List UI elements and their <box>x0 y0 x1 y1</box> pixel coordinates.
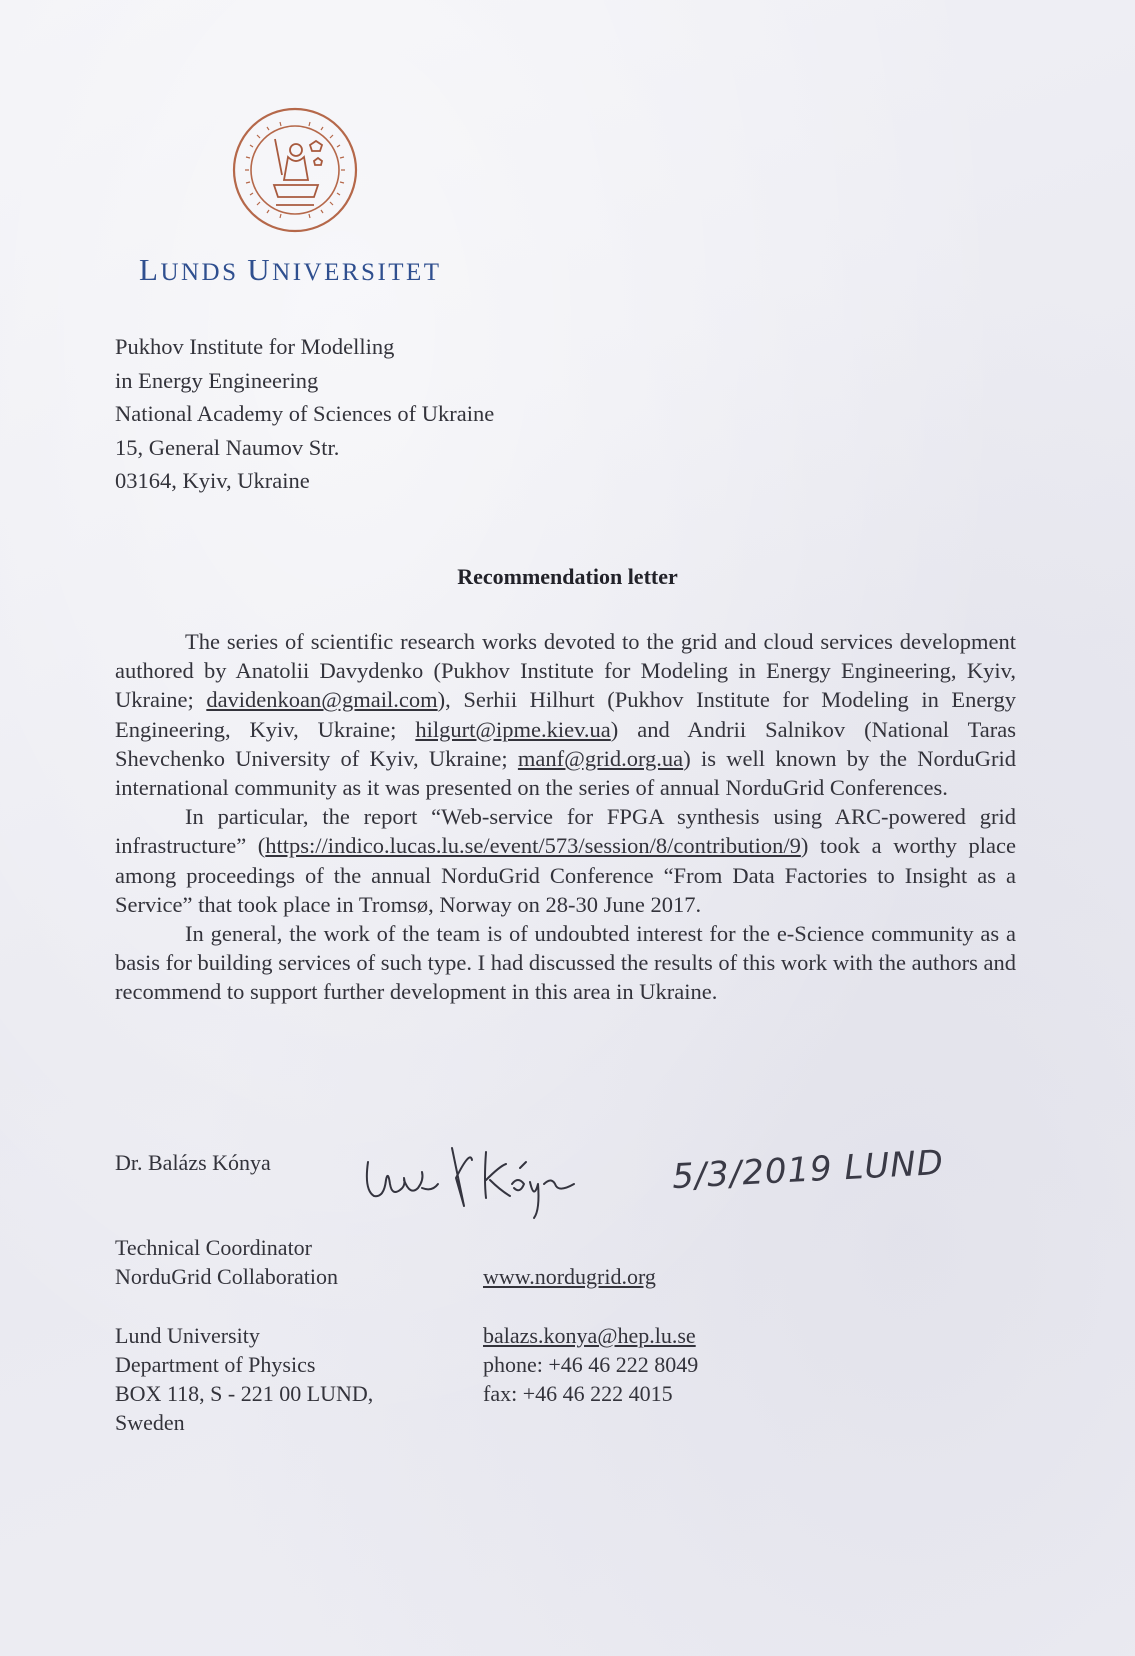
address-line: Lund University <box>115 1323 260 1348</box>
signatory-email-link[interactable]: balazs.konya@hep.lu.se <box>483 1323 696 1348</box>
recipient-line: National Academy of Sciences of Ukraine <box>115 401 495 426</box>
recipient-line: in Energy Engineering <box>115 367 319 393</box>
paragraph-3: In general, the work of the team is of undoubted interest for the e-Science community as a basis for building services of such type. I had discussed the results of this work with the authors and recommend to support further development in this area in Ukraine. <box>115 921 1016 1005</box>
recipient-line: 15, General Naumov Str. <box>115 434 340 460</box>
text-span: ), Serhii Hilhurt (Pukhov Institute for Modeling in Energy Engineering, Kyiv, Ukraine; <box>115 687 1016 742</box>
signatory-role <box>115 1233 338 1291</box>
text-span: In particular, the report “Web-service for FPGA synthesis using ARC-powered grid infrastructure” ( <box>115 804 1016 859</box>
role-line: NorduGrid Collaboration <box>115 1264 339 1289</box>
email-link-hilhurt[interactable]: hilgurt@ipme.kiev.ua <box>415 716 611 742</box>
fax-number: fax: +46 46 222 4015 <box>483 1381 673 1406</box>
university-name: LUNDS UNIVERSITET <box>139 252 442 287</box>
letter-body <box>115 627 1016 1007</box>
text-span: ) took a worthy place among proceedings of the annual NorduGrid Conference “From Data Factories to Insight as a Service” that took place in Tromsø, Norway on 28-30 June 2017. <box>115 833 1017 917</box>
university-seal-icon <box>230 105 360 235</box>
email-link-salnikov[interactable]: manf@grid.org.ua <box>517 745 684 771</box>
text-span: ) and Andrii Salnikov (National Taras Shevchenko University of Kyiv, Ukraine; <box>115 716 1016 771</box>
email-link-davydenko[interactable]: davidenkoan@gmail.com <box>206 687 438 713</box>
recipient-line: 03164, Kyiv, Ukraine <box>115 468 310 493</box>
website-link[interactable]: www.nordugrid.org <box>483 1264 656 1289</box>
letter-title: Recommendation letter <box>457 564 678 589</box>
signatory-name: Dr. Balázs Kónya <box>115 1150 271 1175</box>
paragraph-2 <box>115 802 1016 919</box>
text-span: ) is well known by the NorduGrid international community as it was presented on the series of annual NorduGrid Conferences. <box>115 745 1016 801</box>
address-line: Department of Physics <box>115 1352 316 1377</box>
address-line: Sweden <box>115 1410 185 1435</box>
conference-contribution-link[interactable]: https://indico.lucas.lu.se/event/573/session/8/contribution/9 <box>265 833 801 859</box>
recipient-line: Pukhov Institute for Modelling <box>115 334 395 359</box>
contact-details <box>483 1321 698 1408</box>
address-line: BOX 118, S - 221 00 LUND, <box>115 1381 374 1406</box>
website-block <box>483 1262 656 1291</box>
text-span: The series of scientific research works devoted to the grid and cloud services development authored by Anatolii Davydenko (Pukhov Institute for Modeling in Energy Engineering, Kyiv, Ukraine; <box>115 629 1016 713</box>
role-line: Technical Coordinator <box>115 1235 313 1260</box>
handwritten-date: 5/3/2019 LUND <box>671 1142 945 1198</box>
signatory-address <box>115 1321 373 1437</box>
phone-number: phone: +46 46 222 8049 <box>483 1352 699 1377</box>
paragraph-1 <box>115 627 1016 802</box>
recipient-address <box>115 330 494 498</box>
